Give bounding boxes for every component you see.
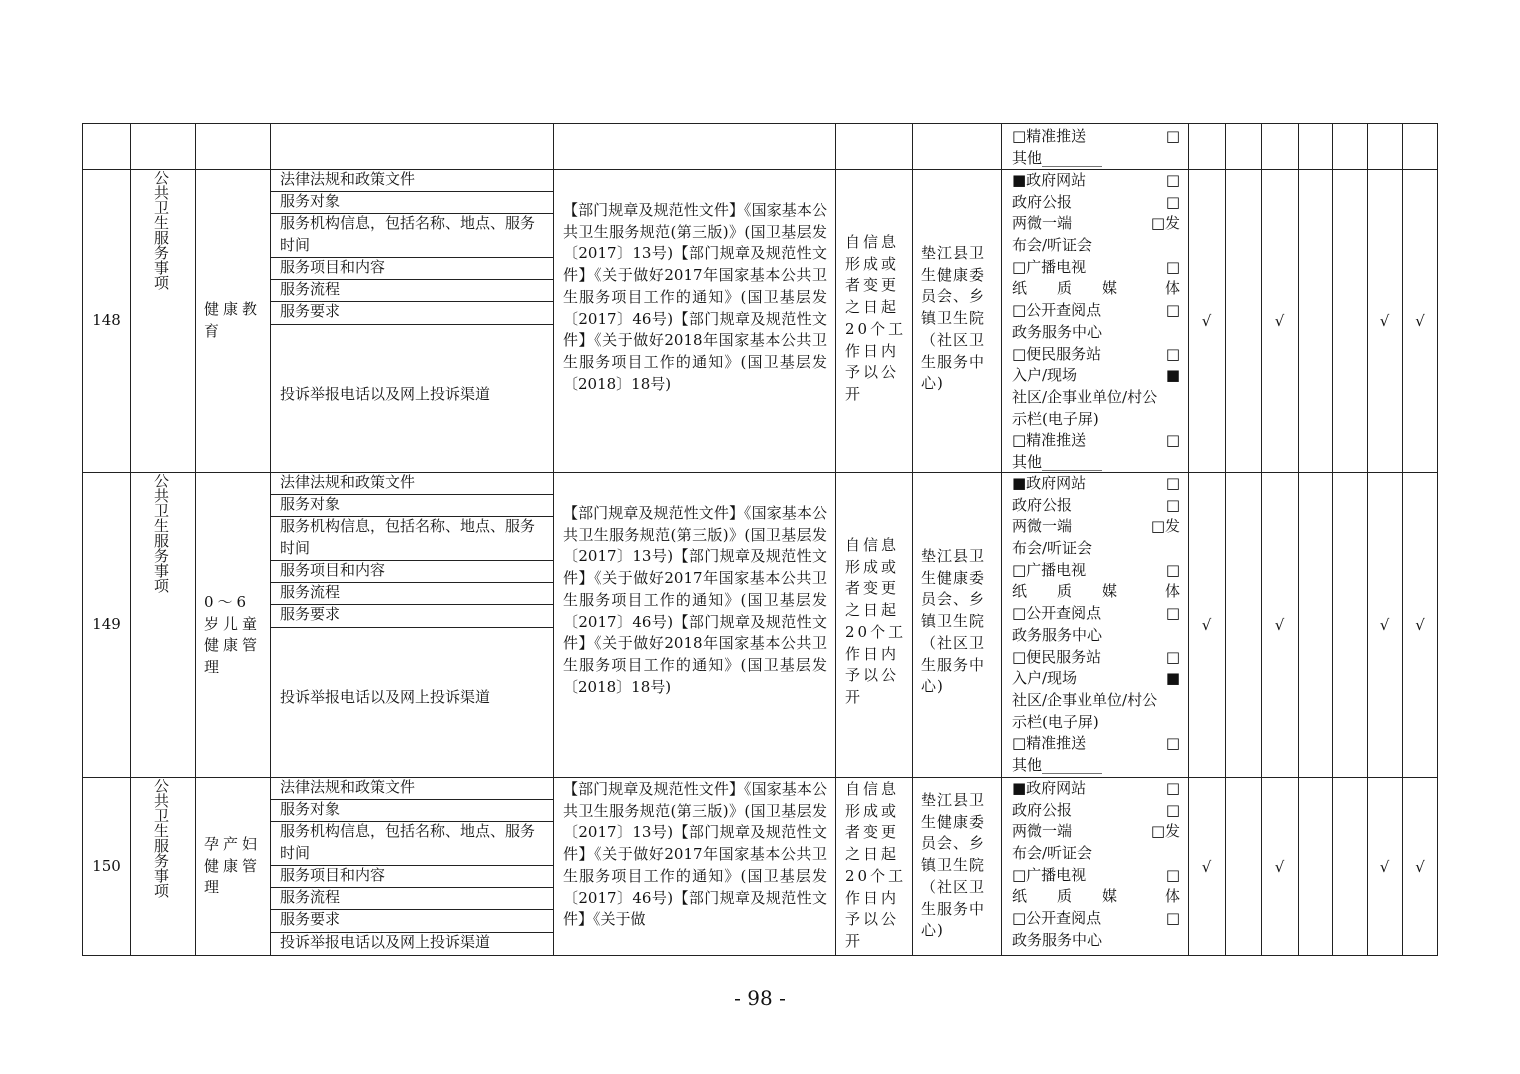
check-mark: √ [1415,615,1425,634]
content-divider [270,213,553,214]
channel-option: 社区/企事业单位/村公 [1012,387,1158,406]
page-number: - 98 - [734,986,786,1010]
channel-option: ■政府网站 [1012,474,1087,492]
disclosure-content: 服务要求 [280,910,341,928]
channel-line [1012,603,1180,625]
channel-marker: □发 [1150,822,1180,841]
channel-list [1012,170,1180,474]
check-mark [1298,169,1332,472]
column-divider [195,124,196,955]
channel-marker: □ [1165,604,1180,623]
content-divider [270,932,553,933]
disclosure-content: 服务对象 [280,800,341,818]
check-mark: √ [1274,311,1285,330]
channel-option: 两微一端 [1012,822,1073,841]
disclosure-table [82,123,1438,956]
disclosure-content: 法律法规和政策文件 [280,473,416,491]
channel-marker: □ [1165,171,1180,189]
channel-option: 政府公报 [1012,800,1073,819]
channel-line [1012,647,1180,669]
content-divider [270,301,553,302]
channel-line [1012,908,1180,930]
channel-option: □公开查阅点 [1012,301,1102,320]
channel-option: 政务服务中心 [1012,322,1103,341]
content-divider [270,865,553,866]
channel-marker: □ [1165,257,1180,276]
channel-option: □精准推送 [1012,127,1087,145]
content-divider [270,604,553,605]
channel-marker: □ [1165,344,1180,363]
check-mark: √ [1379,311,1390,330]
check-mark: √ [1201,615,1212,634]
column-divider [835,124,836,955]
disclosure-time: 自信息形成或者变更之日起20个工作日内予以公开 [845,780,907,950]
disclosure-subject: 垫江县卫生健康委员会、乡镇卫生院（社区卫生服务中心) [921,547,986,696]
content-divider [270,560,553,561]
disclosure-content: 投诉举报电话以及网上投诉渠道 [280,933,491,951]
channel-line [1012,800,1180,822]
item-name: 健康教育 [204,299,262,340]
channel-line [1012,581,1180,603]
channel-list [1012,778,1180,952]
channel-line [1012,344,1180,366]
disclosure-content: 法律法规和政策文件 [280,170,416,188]
channel-line [1012,865,1180,887]
channel-option: 示栏(电子屏) [1012,409,1099,428]
channel-option: 示栏(电子屏) [1012,712,1099,731]
content-divider [270,627,553,628]
channel-marker: □ [1165,301,1180,320]
channel-option: 政务服务中心 [1012,625,1103,644]
check-mark [1225,472,1261,777]
check-mark [1332,169,1367,472]
channel-marker: 体 [1164,582,1180,601]
disclosure-content: 服务对象 [280,495,341,513]
channel-option: □便民服务站 [1012,647,1102,666]
content-divider [270,582,553,583]
channel-line [1012,430,1180,452]
channel-marker: □ [1165,192,1180,211]
content-divider [270,324,553,325]
channel-marker: □ [1165,431,1180,450]
check-mark: √ [1274,857,1285,876]
disclosure-content: 服务机构信息，包括名称、地点、服务时间 [280,214,536,254]
channel-option: □广播电视 [1012,560,1087,579]
check-mark [1332,777,1367,956]
channel-line [1012,712,1180,734]
category-label: 公共卫生服务事项 [152,778,170,898]
disclosure-time: 自信息形成或者变更之日起20个工作日内予以公开 [845,233,907,403]
channel-option: 入户/现场 [1012,366,1078,385]
disclosure-content: 服务流程 [280,583,341,601]
channel-option: □广播电视 [1012,257,1087,276]
channel-line [1012,387,1180,409]
content-divider [270,821,553,822]
channel-line [1012,235,1180,257]
channel-line [1012,257,1180,279]
column-divider [553,124,554,955]
disclosure-content: 法律法规和政策文件 [280,778,416,796]
channel-marker: □ [1165,865,1180,884]
disclosure-content: 服务机构信息，包括名称、地点、服务时间 [280,822,536,862]
disclosure-content: 服务项目和内容 [280,866,386,884]
check-mark [1332,472,1367,777]
channel-option: 两微一端 [1012,214,1073,233]
column-divider [130,124,131,955]
channel-option: 布会/听证会 [1012,844,1093,863]
item-number: 148 [92,310,121,329]
channel-marker: □ [1165,495,1180,514]
item-name: 孕产妇健康管理 [204,834,262,897]
channel-marker: □ [1165,779,1180,797]
legal-basis: 【部门规章及规范性文件】《国家基本公共卫生服务规范(第三版)》(国卫基层发〔2017〕13号)【部门规章及规范性文件】《关于做好2017年国家基本公共卫生服务项目工作的通知》(国卫基层发〔2017〕46号)【部门规章及规范性文件】《关于做好2018年国家基本公共卫生服务项目工作的通知》(国卫基层发〔2018〕18号) [563,201,827,393]
channel-marker: □ [1165,800,1180,819]
column-divider [912,124,913,955]
check-mark: √ [1274,615,1285,634]
content-divider [270,516,553,517]
channel-line [1012,170,1180,192]
content-divider [270,257,553,258]
channel-line [1012,365,1180,387]
disclosure-content: 服务对象 [280,192,341,210]
channel-line [1012,192,1180,214]
check-mark [1298,472,1332,777]
channel-line [1012,322,1180,344]
channel-list [1012,473,1180,777]
channel-line [1012,778,1180,800]
channel-option: 入户/现场 [1012,669,1078,688]
channel-option: 政府公报 [1012,192,1073,211]
channel-option: 布会/听证会 [1012,539,1093,558]
channel-option: ■政府网站 [1012,171,1087,189]
channel-marker: □ [1165,909,1180,928]
channel-line [1012,690,1180,712]
channel-line [1012,300,1180,322]
check-mark: √ [1379,857,1390,876]
check-mark [1225,777,1261,956]
channel-line [1012,516,1180,538]
category-label: 公共卫生服务事项 [152,170,170,290]
disclosure-content: 服务流程 [280,280,341,298]
channel-option: □精准推送 [1012,734,1087,753]
category-label: 公共卫生服务事项 [152,473,170,593]
channel-marker: ■ [1165,669,1180,688]
channel-line [1012,668,1180,690]
channel-marker: □发 [1150,517,1180,536]
channel-line [1012,625,1180,647]
disclosure-subject: 垫江县卫生健康委员会、乡镇卫生院（社区卫生服务中心) [921,791,986,940]
channel-line [1012,733,1180,755]
disclosure-content: 服务项目和内容 [280,258,386,276]
channel-option: □公开查阅点 [1012,604,1102,623]
channel-line [1012,538,1180,560]
channel-list [1012,126,1180,169]
channel-option: 其他________ [1012,452,1103,471]
item-name: 0～6岁儿童健康管理 [204,592,262,677]
channel-marker: □ [1165,127,1180,145]
content-divider [270,191,553,192]
channel-marker: 体 [1164,279,1180,298]
disclosure-content: 投诉举报电话以及网上投诉渠道 [280,385,491,403]
disclosure-content: 服务要求 [280,605,341,623]
content-divider [270,909,553,910]
disclosure-content: 服务机构信息，包括名称、地点、服务时间 [280,517,536,557]
item-number: 150 [92,856,121,875]
column-divider [1001,124,1002,955]
channel-line [1012,409,1180,431]
legal-basis: 【部门规章及规范性文件】《国家基本公共卫生服务规范(第三版)》(国卫基层发〔2017〕13号)【部门规章及规范性文件】《关于做好2017年国家基本公共卫生服务项目工作的通知》(国卫基层发〔2017〕46号)【部门规章及规范性文件】《关于做 [563,780,827,929]
check-mark: √ [1379,615,1390,634]
channel-marker: □发 [1150,214,1180,233]
channel-line [1012,560,1180,582]
check-mark [1298,777,1332,956]
channel-marker: □ [1165,474,1180,492]
channel-marker: ■ [1165,366,1180,385]
check-mark: √ [1201,311,1212,330]
content-divider [270,799,553,800]
channel-marker: □ [1165,560,1180,579]
channel-option: 纸 质 媒 [1012,582,1118,601]
content-divider [270,494,553,495]
check-mark: √ [1201,857,1212,876]
channel-line [1012,148,1180,170]
channel-option: 政府公报 [1012,495,1073,514]
channel-option: ■政府网站 [1012,779,1087,797]
check-mark: √ [1415,857,1425,876]
channel-option: 社区/企事业单位/村公 [1012,690,1158,709]
check-mark: √ [1415,311,1425,330]
channel-option: 政务服务中心 [1012,930,1103,949]
channel-line [1012,473,1180,495]
disclosure-subject: 垫江县卫生健康委员会、乡镇卫生院（社区卫生服务中心) [921,244,986,393]
disclosure-content: 投诉举报电话以及网上投诉渠道 [280,688,491,706]
channel-option: 纸 质 媒 [1012,279,1118,298]
content-divider [270,279,553,280]
disclosure-content: 服务项目和内容 [280,561,386,579]
channel-option: 两微一端 [1012,517,1073,536]
channel-option: □公开查阅点 [1012,909,1102,928]
channel-line [1012,495,1180,517]
channel-marker: □ [1165,647,1180,666]
channel-line [1012,843,1180,865]
channel-marker: □ [1165,734,1180,753]
channel-line [1012,930,1180,952]
legal-basis: 【部门规章及规范性文件】《国家基本公共卫生服务规范(第三版)》(国卫基层发〔2017〕13号)【部门规章及规范性文件】《关于做好2017年国家基本公共卫生服务项目工作的通知》(国卫基层发〔2017〕46号)【部门规章及规范性文件】《关于做好2018年国家基本公共卫生服务项目工作的通知》(国卫基层发〔2018〕18号) [563,504,827,696]
channel-option: □便民服务站 [1012,344,1102,363]
channel-option: □精准推送 [1012,431,1087,450]
content-divider [270,887,553,888]
channel-line [1012,213,1180,235]
channel-line [1012,452,1180,474]
disclosure-time: 自信息形成或者变更之日起20个工作日内予以公开 [845,536,907,706]
check-mark [1225,169,1261,472]
item-number: 149 [92,614,121,633]
channel-option: 纸 质 媒 [1012,887,1118,906]
channel-option: 其他________ [1012,148,1103,167]
channel-line [1012,755,1180,777]
channel-option: 其他________ [1012,755,1103,774]
channel-line [1012,126,1180,148]
channel-option: □广播电视 [1012,865,1087,884]
disclosure-content: 服务流程 [280,888,341,906]
channel-marker: 体 [1164,887,1180,906]
channel-line [1012,886,1180,908]
channel-line [1012,278,1180,300]
channel-option: 布会/听证会 [1012,236,1093,255]
disclosure-content: 服务要求 [280,302,341,320]
channel-line [1012,821,1180,843]
